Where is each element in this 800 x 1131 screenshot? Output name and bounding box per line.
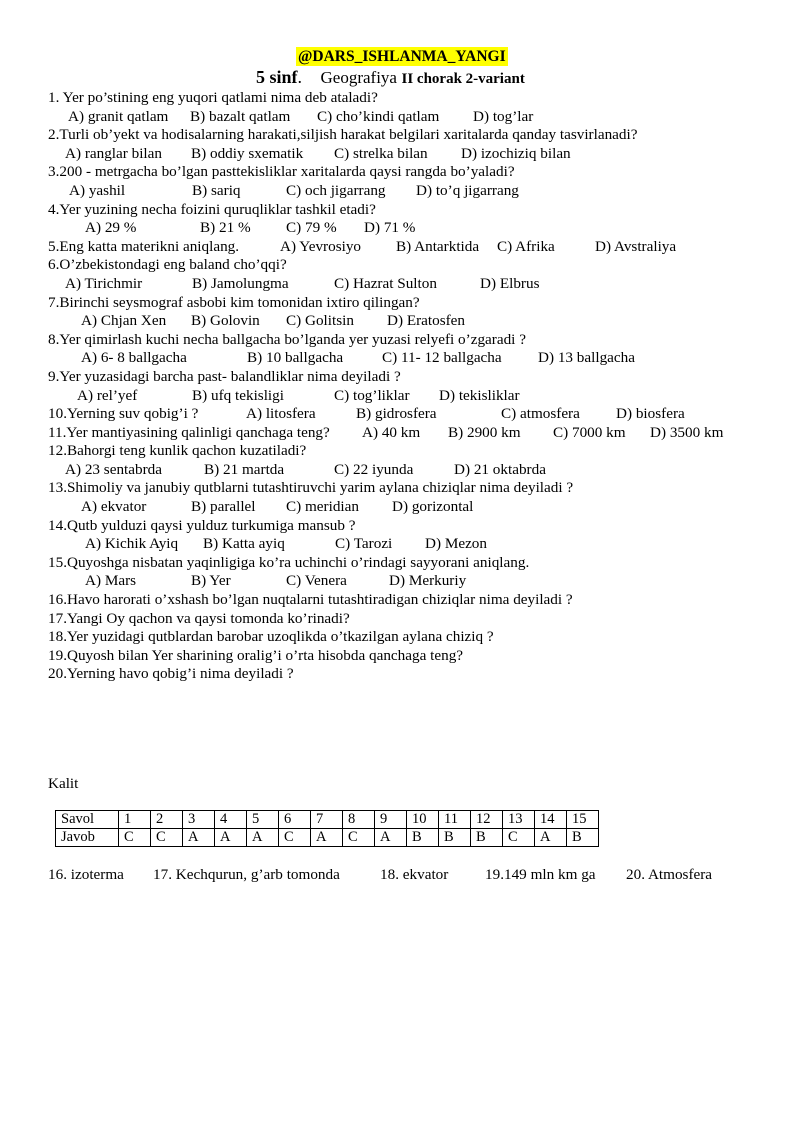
answer-cell: B (439, 829, 471, 847)
answer-cell: C (503, 829, 535, 847)
option-d: D) Mezon (425, 535, 487, 553)
question-number-cell: 3 (183, 811, 215, 829)
answer-options (48, 145, 788, 164)
answer-key-table (55, 810, 599, 847)
option-c: C) atmosfera (501, 405, 580, 423)
question-text: 4.Yer yuzining necha foizini quruqliklar tashkil etadi? (48, 200, 376, 218)
question-number-cell: 15 (567, 811, 599, 829)
question-text: 14.Qutb yulduzi qaysi yulduz turkumiga mansub ? (48, 516, 356, 534)
option-b: B) 2900 km (448, 423, 521, 441)
question-number-cell: 14 (535, 811, 567, 829)
answer-cell: A (311, 829, 343, 847)
option-b: B) Yer (191, 572, 231, 590)
option-b: B) 10 ballgacha (247, 349, 344, 367)
option-c: C) meridian (286, 498, 359, 516)
question-text: 9.Yer yuzasidagi barcha past- balandliklar nima deyiladi ? (48, 367, 401, 385)
question-number-cell: 10 (407, 811, 439, 829)
question-number-cell: 6 (279, 811, 311, 829)
answer-options (48, 275, 788, 294)
option-a: A) Kichik Ayiq (85, 535, 179, 553)
answer-options (48, 349, 788, 368)
question-number-cell: 5 (247, 811, 279, 829)
question-text: 18.Yer yuzidagi qutblardan barobar uzoqlikda o’tkazilgan aylana chiziq ? (48, 628, 494, 646)
answer-options (48, 312, 788, 331)
option-a: A) 40 km (362, 423, 421, 441)
question-number-cell: 1 (119, 811, 151, 829)
option-c: C) 11- 12 ballgacha (382, 349, 502, 367)
question-text: 15.Quyoshga nisbatan yaqinligiga ko’ra uchinchi o’rindagi sayyorani aniqlang. (48, 553, 530, 571)
option-a: A) 23 sentabrda (65, 460, 162, 478)
option-b: B) 21 martda (204, 460, 285, 478)
option-d: D) 21 oktabrda (454, 460, 546, 478)
question-row (48, 238, 788, 257)
answer-cell: C (119, 829, 151, 847)
answer-cell: C (151, 829, 183, 847)
grade-label: 5 sinf (256, 67, 298, 87)
option-b: B) gidrosfera (356, 405, 437, 423)
open-answer: 18. ekvator (380, 866, 449, 883)
answer-cell: B (471, 829, 503, 847)
option-a: A) granit qatlam (68, 107, 169, 125)
answer-options (48, 219, 788, 238)
option-b: B) bazalt qatlam (190, 107, 291, 125)
question-number-cell: 7 (311, 811, 343, 829)
question-number-cell: 13 (503, 811, 535, 829)
option-d: D) 13 ballgacha (538, 349, 635, 367)
question-text: 2.Turli ob’yekt va hodisalarning harakati,siljish harakat belgilari xaritalarda qanday tasvirlanadi? (48, 126, 638, 144)
option-d: D) tekisliklar (439, 386, 520, 404)
question-text: 19.Quyosh bilan Yer sharining oralig’i o’rta hisobda qanchaga teng? (48, 646, 464, 664)
question-text: 13.Shimoliy va janubiy qutblarni tutashtiruvchi yarim aylana chiziqlar nima deyiladi ? (48, 479, 574, 497)
question-text: 16.Havo harorati o’xshash bo’lgan nuqtalarni tutashtiradigan chiziqlar nima deyiladi ? (48, 591, 573, 609)
answer-cell: A (535, 829, 567, 847)
option-a: A) litosfera (246, 405, 316, 423)
answer-cell: A (247, 829, 279, 847)
option-d: D) 3500 km (650, 423, 724, 441)
answer-cell: A (375, 829, 407, 847)
option-c: C) tog’liklar (334, 386, 410, 404)
option-c: C) Hazrat Sulton (334, 274, 437, 292)
answer-cell: A (183, 829, 215, 847)
question-text: 7.Birinchi seysmograf asbobi kim tomonidan ixtiro qilingan? (48, 293, 420, 311)
option-a: A) rel’yef (77, 386, 138, 404)
option-c: C) 22 iyunda (334, 460, 414, 478)
question-text: 12.Bahorgi teng kunlik qachon kuzatiladi? (48, 442, 307, 460)
question-number-cell: 12 (471, 811, 503, 829)
table-header-cell: Savol (56, 811, 119, 829)
open-answer: 19.149 mln km ga (485, 866, 596, 883)
open-answer: 16. izoterma (48, 866, 124, 883)
option-d: D) to’q jigarrang (416, 181, 519, 199)
answer-options (48, 461, 788, 480)
option-a: A) ekvator (81, 498, 147, 516)
option-d: D) Eratosfen (387, 312, 466, 330)
option-b: B) Jamolungma (192, 274, 289, 292)
open-answer: 20. Atmosfera (626, 866, 713, 883)
option-c: C) Venera (286, 572, 347, 590)
option-c: C) Afrika (497, 237, 555, 255)
option-b: B) Katta ayiq (203, 535, 285, 553)
option-c: C) och jigarrang (286, 181, 386, 199)
answer-cell: B (567, 829, 599, 847)
worksheet-title: 5 sinf. Geografiya II chorak 2-variant (256, 67, 525, 87)
option-d: D) gorizontal (392, 498, 474, 516)
option-d: D) biosfera (616, 405, 685, 423)
option-d: D) Avstraliya (595, 237, 677, 255)
answer-options (48, 535, 788, 554)
option-d: D) izochiziq bilan (461, 144, 571, 162)
question-number-cell: 9 (375, 811, 407, 829)
option-a: A) 29 % (85, 219, 137, 237)
option-d: D) 71 % (364, 219, 416, 237)
option-a: A) Chjan Xen (81, 312, 167, 330)
variant-label: II chorak 2-variant (401, 71, 525, 87)
answer-cell: B (407, 829, 439, 847)
option-b: B) Antarktida (396, 237, 480, 255)
answer-options (48, 108, 788, 127)
question-text: 8.Yer qimirlash kuchi necha ballgacha bo’lganda yer yuzasi relyefi o’zgaradi ? (48, 330, 526, 348)
option-c: C) Golitsin (286, 312, 354, 330)
option-b: B) 21 % (200, 219, 251, 237)
question-text: 3.200 - metrgacha bo’lgan pasttekisliklar xaritalarda qaysi rangda bo’yaladi? (48, 163, 515, 181)
option-b: B) ufq tekisligi (192, 386, 284, 404)
open-answer: 17. Kechqurun, g’arb tomonda (153, 866, 340, 883)
option-d: D) tog’lar (473, 107, 534, 125)
table-row (56, 811, 599, 829)
option-a: A) Yevrosiyo (280, 237, 362, 255)
question-text: 20.Yerning havo qobig’i nima deyiladi ? (48, 665, 294, 683)
table-header-cell: Javob (56, 829, 119, 847)
option-c: C) cho’kindi qatlam (317, 107, 440, 125)
option-b: B) sariq (192, 181, 241, 199)
option-d: D) Merkuriy (389, 572, 467, 590)
answer-options (48, 572, 788, 591)
option-a: A) 6- 8 ballgacha (81, 349, 187, 367)
answer-options (48, 498, 788, 517)
question-number-cell: 4 (215, 811, 247, 829)
option-c: C) 79 % (286, 219, 337, 237)
question-number-cell: 11 (439, 811, 471, 829)
option-b: B) oddiy sxematik (191, 144, 304, 162)
question-text: 1. Yer po’stining eng yuqori qatlami nima deb ataladi? (48, 89, 378, 106)
question-number-cell: 2 (151, 811, 183, 829)
question-text: 6.O’zbekistondagi eng baland cho’qqi? (48, 256, 287, 274)
option-a: A) Tirichmir (65, 274, 143, 292)
option-c: C) Tarozi (335, 535, 393, 553)
channel-banner: @DARS_ISHLANMA_YANGI (298, 48, 506, 65)
option-c: C) 7000 km (553, 423, 626, 441)
question-row (48, 424, 788, 443)
answer-cell: C (343, 829, 375, 847)
answer-options (48, 387, 788, 406)
question-row (48, 405, 788, 424)
answer-key-title: Kalit (48, 775, 79, 792)
option-c: C) strelka bilan (334, 144, 428, 162)
answer-options (48, 182, 788, 201)
option-a: A) yashil (69, 181, 126, 199)
question-number-cell: 8 (343, 811, 375, 829)
answer-cell: C (279, 829, 311, 847)
subject-label: Geografiya (320, 68, 397, 87)
option-a: A) Mars (85, 572, 137, 590)
table-row (56, 829, 599, 847)
answer-cell: A (215, 829, 247, 847)
question-text: 17.Yangi Oy qachon va qaysi tomonda ko’rinadi? (48, 609, 350, 627)
question-text: 5.Eng katta materikni aniqlang. (48, 237, 240, 255)
option-a: A) ranglar bilan (65, 144, 162, 162)
question-text: 10.Yerning suv qobig’i ? (48, 405, 199, 423)
question-list (48, 89, 788, 684)
question-text: 11.Yer mantiyasining qalinligi qanchaga teng? (48, 423, 330, 441)
option-d: D) Elbrus (480, 274, 540, 292)
option-b: B) parallel (191, 498, 256, 516)
option-b: B) Golovin (191, 312, 260, 330)
